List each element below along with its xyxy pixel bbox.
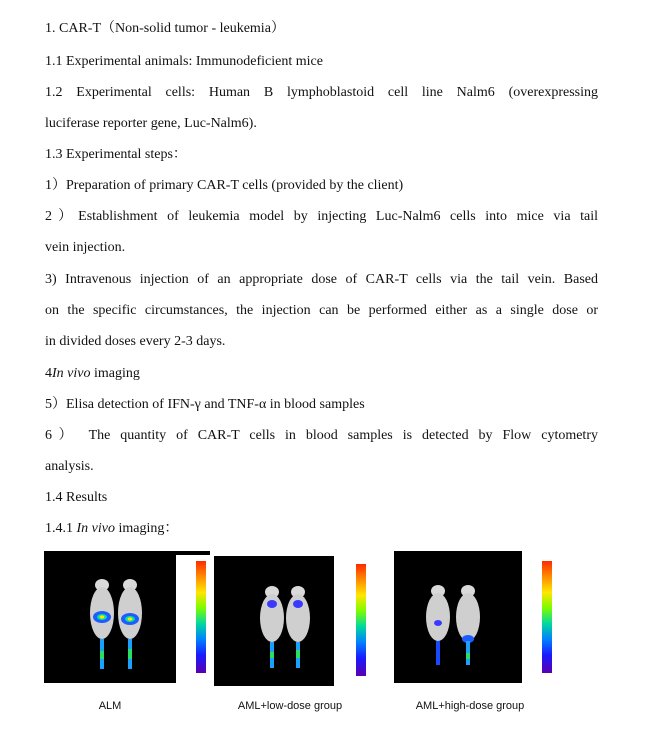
results-heading: 1.4 Results xyxy=(45,490,108,505)
step-4 xyxy=(45,365,598,383)
luminescence-scale-bar xyxy=(196,561,206,673)
experimental-animals: 1.1 Experimental animals: Immunodeficient mice xyxy=(45,54,323,69)
experimental-cells-line2: luciferase reporter gene, Luc-Nalm6). xyxy=(45,116,257,131)
heading-suffix: imaging： xyxy=(114,521,179,536)
step-1: 1）Preparation of primary CAR-T cells (provided by the client) xyxy=(45,178,404,193)
figure-caption-alm: ALM xyxy=(98,700,122,712)
imaging-panel-high-dose xyxy=(394,551,558,683)
step-2-line2: vein injection. xyxy=(45,240,126,255)
heading-italic: In vivo xyxy=(76,521,115,536)
experimental-cells-line1: 1.2 Experimental cells: Human B lymphoblastoid cell line Nalm6 (overexpressing xyxy=(45,85,598,100)
step-6-line1: 6） The quantity of CAR-T cells in blood samples is detected by Flow cytometry xyxy=(45,428,598,443)
step-6-line2: analysis. xyxy=(45,459,94,474)
section-heading: 1. CAR-T（Non-solid tumor - leukemia） xyxy=(45,21,285,36)
step-5: 5）Elisa detection of IFN-γ and TNF-α in blood samples xyxy=(45,397,365,412)
imaging-panel-low-dose xyxy=(214,556,370,686)
luminescence-scale-bar xyxy=(542,561,552,673)
in-vivo-imaging-heading xyxy=(45,520,598,538)
step-4-italic: In vivo xyxy=(52,366,91,381)
step-3-line3: in divided doses every 2-3 days. xyxy=(45,334,226,349)
experimental-steps-heading: 1.3 Experimental steps： xyxy=(45,147,187,162)
figure-caption-low-dose: AML+low-dose group xyxy=(237,700,343,712)
figure-caption-high-dose: AML+high-dose group xyxy=(415,700,525,712)
step-3-line2: on the specific circumstances, the injection can be performed either as a single dose or xyxy=(45,303,598,318)
luminescence-scale xyxy=(522,551,558,683)
imaging-panel-alm xyxy=(44,551,210,683)
heading-prefix: 1.4.1 xyxy=(45,521,77,536)
step-2-line1: 2）Establishment of leukemia model by injecting Luc-Nalm6 cells into mice via tail xyxy=(45,209,598,224)
luminescence-scale-bar xyxy=(356,564,366,676)
step-4-number: 4 xyxy=(45,366,52,381)
step-4-tail: imaging xyxy=(90,366,140,381)
step-3-line1: 3) Intravenous injection of an appropriate dose of CAR-T cells via the tail vein. Based xyxy=(45,272,598,287)
